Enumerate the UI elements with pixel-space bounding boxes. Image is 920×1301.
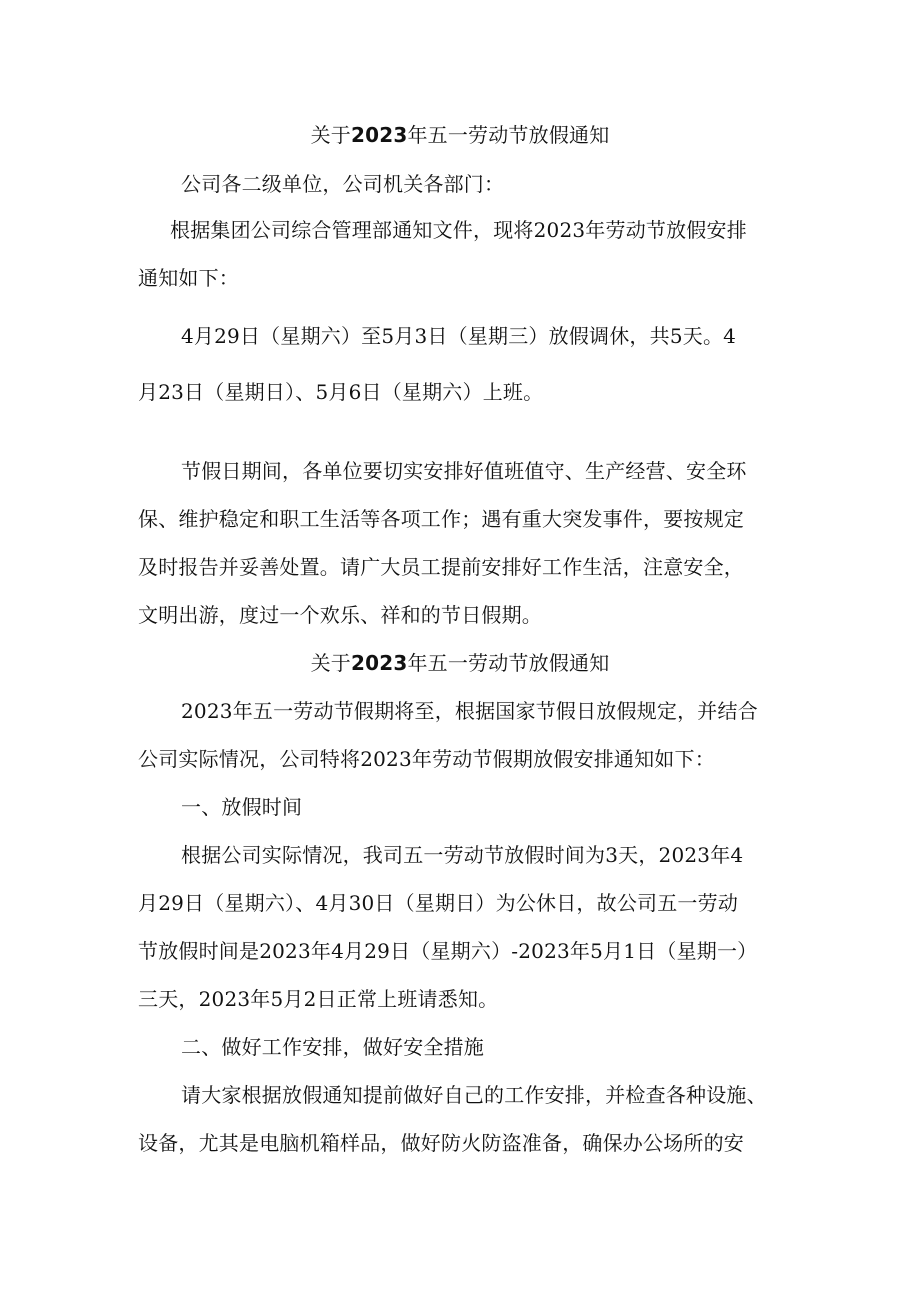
paragraph-line: 设备，尤其是电脑机箱样品，做好防火防盗准备，确保办公场所的安 (138, 1131, 744, 1155)
section-heading: 一、放假时间 (181, 795, 303, 819)
paragraph-line: 根据集团公司综合管理部通知文件，现将2023年劳动节放假安排 (170, 218, 747, 242)
paragraph-line: 4月29日（星期六）至5月3日（星期三）放假调休，共5天。4 (181, 324, 737, 348)
paragraph-line: 保、维护稳定和职工生活等各项工作；遇有重大突发事件，要按规定 (138, 507, 744, 531)
paragraph-line: 文明出游，度过一个欢乐、祥和的节日假期。 (138, 603, 542, 627)
paragraph-line: 节放假时间是2023年4月29日（星期六）-2023年5月1日（星期一） (138, 939, 758, 963)
title-suffix: 年五一劳动节放假通知 (407, 651, 610, 675)
paragraph-line: 节假日期间，各单位要切实安排好值班值守、生产经营、安全环 (181, 459, 747, 483)
paragraph-line: 2023年五一劳动节假期将至，根据国家节假日放假规定，并结合 (181, 699, 758, 723)
paragraph-line: 月29日（星期六）、4月30日（星期日）为公休日，故公司五一劳动 (138, 891, 739, 915)
title-year: 2023 (350, 123, 408, 147)
notice-title-2 (0, 649, 920, 677)
paragraph-line: 通知如下： (138, 266, 239, 290)
paragraph-line: 及时报告并妥善处置。请广大员工提前安排好工作生活，注意安全， (138, 555, 744, 579)
paragraph-line: 根据公司实际情况，我司五一劳动节放假时间为3天，2023年4 (181, 843, 744, 867)
title-suffix: 年五一劳动节放假通知 (407, 123, 610, 147)
paragraph-line: 月23日（星期日）、5月6日（星期六）上班。 (138, 380, 544, 404)
notice-title (0, 121, 920, 149)
paragraph-line: 公司实际情况，公司特将2023年劳动节假期放假安排通知如下： (138, 747, 715, 771)
section-heading: 二、做好工作安排，做好安全措施 (181, 1035, 484, 1059)
title-prefix: 关于 (310, 123, 351, 147)
paragraph-line: 三天，2023年5月2日正常上班请悉知。 (138, 987, 499, 1011)
paragraph-line: 请大家根据放假通知提前做好自己的工作安排，并检查各种设施、 (181, 1083, 767, 1107)
salutation: 公司各二级单位，公司机关各部门： (181, 172, 505, 196)
title-year: 2023 (350, 651, 408, 675)
title-prefix: 关于 (310, 651, 351, 675)
